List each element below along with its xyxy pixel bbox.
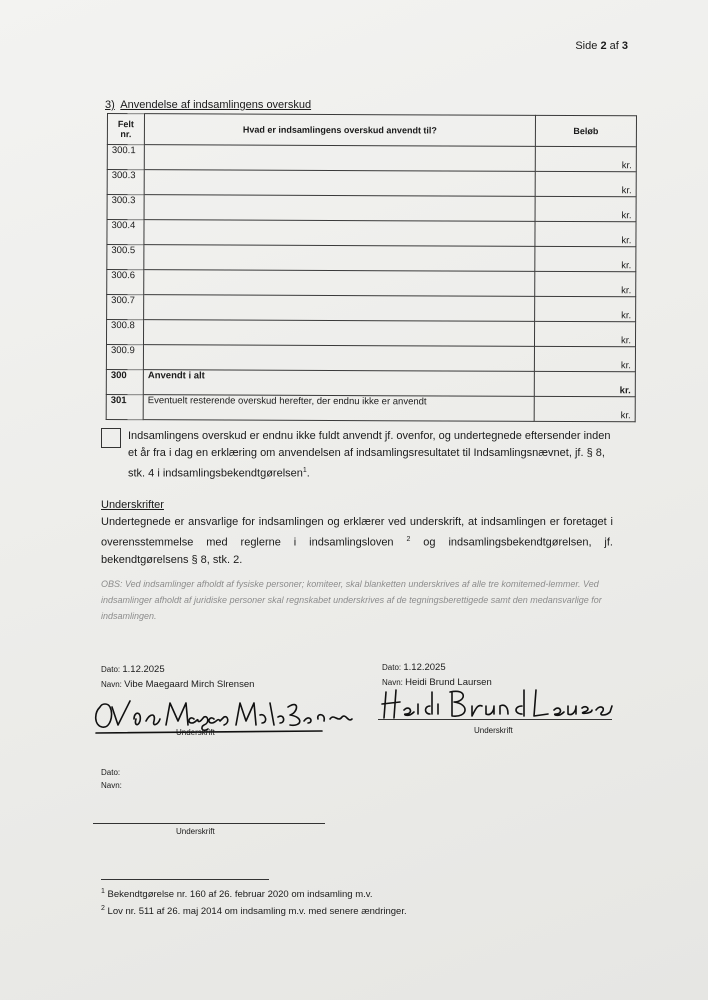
row-number: 300.4 [107, 220, 144, 245]
signer1-signature [90, 693, 360, 737]
signer3-signature-line[interactable] [93, 823, 325, 824]
footnote-ref-2: 2 [406, 536, 411, 543]
signer1-signature-label: Underskrift [176, 728, 215, 737]
signer3-date: Dato: [101, 768, 121, 777]
signer2-date: Dato: 1.12.2025 [382, 662, 446, 673]
section-title-text: Anvendelse af indsamlingens overskud [120, 99, 312, 111]
row-amount[interactable]: kr. [535, 221, 636, 246]
page-current: 2 [600, 40, 607, 52]
row-description[interactable] [143, 320, 534, 347]
table-row [107, 145, 636, 172]
signer2-date-value[interactable]: 1.12.2025 [403, 662, 446, 673]
header-amount: Beløb [535, 115, 636, 146]
row-amount[interactable]: kr. [534, 346, 635, 371]
row-amount[interactable]: kr. [535, 271, 636, 296]
row-number: 300.3 [107, 170, 144, 195]
row-description[interactable] [144, 245, 535, 272]
row-number: 300 [106, 369, 143, 394]
declaration-row [101, 428, 621, 483]
row-description[interactable] [144, 195, 535, 222]
row-description[interactable] [144, 220, 535, 247]
table-row [106, 394, 635, 421]
row-amount[interactable]: kr. [535, 196, 636, 221]
signer2-signature-line [378, 719, 612, 720]
page-of: af [609, 40, 619, 52]
table-row [107, 245, 636, 272]
table-row [106, 369, 635, 396]
page-label: Side [575, 40, 598, 52]
table-row [106, 344, 635, 371]
table-row [107, 295, 636, 322]
row-description[interactable] [144, 145, 535, 172]
row-description[interactable] [144, 295, 535, 322]
declaration-text: Indsamlingens overskud er endnu ikke fuldt anvendt jf. ovenfor, og undertegnede eftersender inden et år fra i dag en erklæring om anvendelsen af indsamlingsresultatet til Indsamlingsnævnet, jf. § 8, stk. 4 i indsamlingsbekendtgørelsen$^1$. [128, 430, 611, 480]
signer1-name: Navn: Vibe Maegaard Mirch Slrensen [101, 679, 255, 690]
row-number: 301 [106, 394, 143, 419]
signer3-name: Navn: [101, 781, 122, 790]
signatures-section [101, 497, 613, 569]
row-number: 300.3 [107, 195, 144, 220]
row-number: 300.7 [107, 295, 144, 320]
section-title [105, 99, 311, 111]
row-description: Eventuelt resterende overskud herefter, der endnu ikke er anvendt [143, 395, 534, 422]
row-amount[interactable]: kr. [535, 246, 636, 271]
obs-note: OBS: Ved indsamlinger afholdt af fysiske personer; komiteer, skal blanketten underskrives af alle tre komitemed-lemmer. Ved indsamlinger afholdt af juridiske personer skal regnskabet underskrives af de tegningsberettigede samt den medansvarlige for indsamlingen. [101, 579, 602, 621]
table-row [107, 270, 636, 297]
row-amount[interactable]: kr. [535, 296, 636, 321]
footnote-divider [101, 879, 269, 880]
table-row [107, 195, 636, 222]
declaration-checkbox[interactable] [101, 428, 121, 448]
signer2-signature [378, 684, 618, 724]
footnote-ref-1: 1 [302, 467, 307, 474]
signer2-signature-label: Underskrift [474, 726, 513, 735]
page-number [575, 40, 628, 52]
row-amount[interactable]: kr. [534, 321, 635, 346]
row-number: 300.5 [107, 245, 144, 270]
signer1-date: Dato: 1.12.2025 [101, 664, 165, 675]
signer2-name: Navn: Heidi Brund Laursen [382, 677, 492, 688]
surplus-usage-table [106, 113, 637, 422]
footnotes [101, 885, 407, 919]
page-total: 3 [621, 40, 628, 52]
signer3-signature-label: Underskrift [176, 827, 215, 836]
row-amount[interactable]: kr. [535, 171, 636, 196]
signer2-name-value[interactable]: Heidi Brund Laursen [405, 677, 492, 688]
table-row [107, 170, 636, 197]
row-number: 300.8 [106, 320, 143, 345]
row-description[interactable] [143, 345, 534, 372]
row-description[interactable] [144, 270, 535, 297]
row-number: 300.1 [107, 145, 144, 170]
signatures-body: Undertegnede er ansvarlige for indsamlingen og erklærer ved underskrift, at indsamlingen er foretaget i overensstemmelse med reglerne i indsamlingsloven $^2$ og indsamlingsbekendtgørelsen, jf. bekendtgørelsens § 8, stk. 2. [101, 516, 613, 566]
table-row [106, 320, 635, 347]
signer1-date-value[interactable]: 1.12.2025 [122, 664, 165, 675]
table-row [107, 220, 636, 247]
row-amount[interactable]: kr. [534, 396, 635, 421]
footnote-2: $^2$ Lov nr. 511 af 26. maj 2014 om indsamling m.v. med senere ændringer. [101, 905, 407, 918]
row-number: 300.9 [106, 344, 143, 369]
table-header-row [107, 114, 636, 147]
section-number: 3) [105, 99, 115, 111]
header-felt-nr: Felt nr. [107, 114, 144, 145]
signer1-name-value[interactable]: Vibe Maegaard Mirch Slrensen [124, 679, 255, 690]
row-amount[interactable]: kr. [534, 371, 635, 396]
signatures-heading: Underskrifter [101, 499, 164, 511]
row-description[interactable] [144, 170, 535, 197]
footnote-1: $^1$ Bekendtgørelse nr. 160 af 26. februar 2020 om indsamling m.v. [101, 888, 373, 901]
row-amount[interactable]: kr. [535, 146, 636, 171]
row-number: 300.6 [107, 270, 144, 295]
row-description: Anvendt i alt [143, 370, 534, 397]
header-question: Hvad er indsamlingens overskud anvendt til? [144, 114, 535, 147]
